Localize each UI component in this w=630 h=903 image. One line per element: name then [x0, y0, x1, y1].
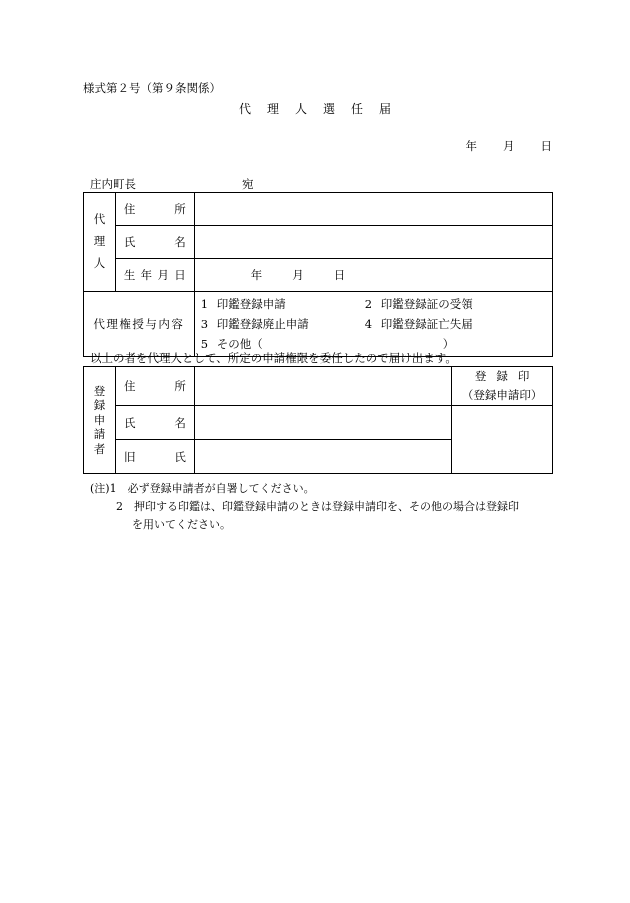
date-month-label: 月 — [503, 139, 515, 153]
registrant-former-surname-field[interactable] — [194, 440, 451, 474]
addressee-suffix: 宛 — [242, 177, 254, 191]
agent-group-label — [84, 193, 116, 292]
title-char: 任 — [351, 102, 364, 116]
title-char: 選 — [323, 102, 336, 116]
delegation-statement: 以上の者を代理人として、所定の申請権限を委任したので届け出ます。 — [90, 351, 457, 365]
registrant-address-label: 住 所 — [115, 367, 194, 406]
seal-header: 登 録 印 （登録申請印） — [452, 367, 553, 406]
title-char: 理 — [266, 102, 279, 116]
agent-group-char: 代 — [93, 212, 106, 227]
registrant-name-label: 氏 名 — [115, 406, 194, 440]
agent-group-char: 人 — [93, 255, 106, 270]
date-year-label: 年 — [465, 139, 477, 153]
document-title — [0, 100, 630, 117]
birth-month-unit: 月 — [292, 268, 304, 282]
note-2: 2 押印する印鑑は、印鑑登録申請のときは登録申請印を、その他の場合は登録印 を用いてください。 — [116, 500, 519, 531]
agent-group-char: 理 — [93, 234, 106, 249]
registrant-group-label: 登 録 申 請 者 — [84, 367, 116, 474]
agent-address-label: 住 所 — [115, 193, 194, 226]
authority-label: 代理権授与内容 — [84, 292, 195, 357]
authority-options — [194, 292, 552, 357]
birth-day-unit: 日 — [333, 268, 346, 282]
agent-birthdate-field[interactable] — [194, 259, 552, 292]
addressee-name: 庄内町長 — [90, 177, 136, 191]
title-char: 代 — [238, 102, 251, 116]
birth-year-unit: 年 — [250, 268, 263, 282]
form-number-label: 様式第２号（第９条関係） — [83, 81, 221, 95]
authority-item-5[interactable]: 5 その他（ ） — [200, 337, 455, 351]
agent-birthdate-label: 生 年 月 日 — [115, 259, 194, 292]
authority-item-2[interactable]: 2 印鑑登録証の受領 — [364, 297, 473, 311]
addressee-line — [90, 176, 254, 192]
registrant-name-field[interactable] — [194, 406, 451, 440]
agent-name-field[interactable] — [194, 226, 552, 259]
title-char: 届 — [379, 102, 392, 116]
notes — [90, 480, 556, 534]
authority-item-3[interactable]: 3 印鑑登録廃止申請 — [200, 317, 309, 331]
title-char: 人 — [294, 102, 307, 116]
note-1: (注)1 必ず登録申請者が自署してください。 — [90, 482, 315, 495]
agent-address-field[interactable] — [194, 193, 552, 226]
registrant-table — [83, 366, 553, 474]
authority-item-4[interactable]: 4 印鑑登録証亡失届 — [364, 317, 473, 331]
filing-date[interactable] — [440, 138, 553, 154]
date-day-label: 日 — [540, 139, 552, 153]
authority-item-1[interactable]: 1 印鑑登録申請 — [200, 297, 286, 311]
seal-stamp-area[interactable] — [452, 406, 553, 474]
registrant-address-field[interactable] — [194, 367, 451, 406]
agent-table — [83, 192, 553, 357]
registrant-former-surname-label: 旧 氏 — [115, 440, 194, 474]
agent-name-label: 氏 名 — [115, 226, 194, 259]
